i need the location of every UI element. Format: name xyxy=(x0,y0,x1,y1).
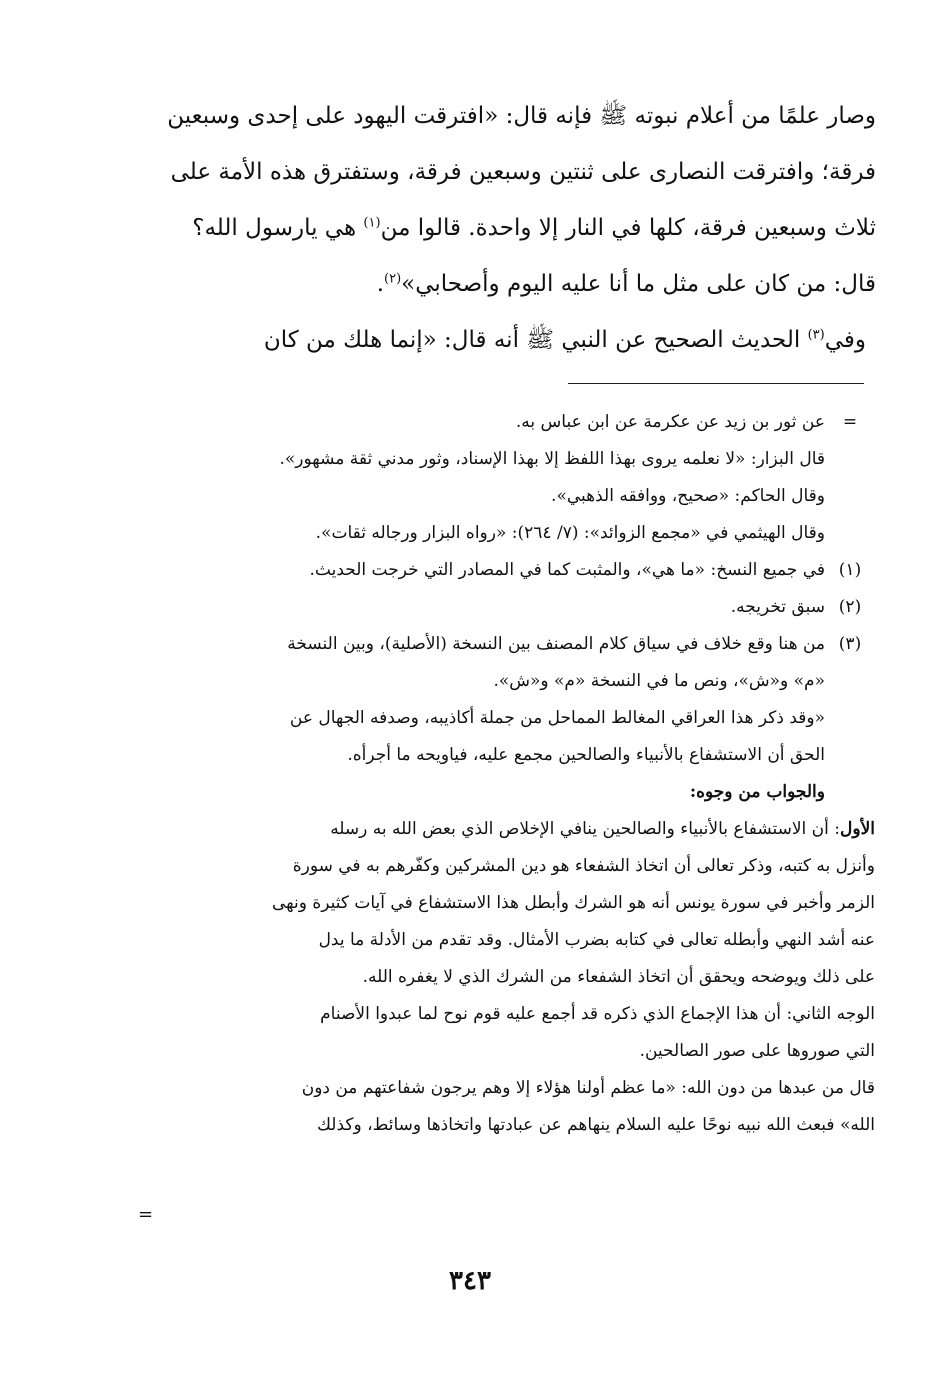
footnote-divider xyxy=(568,383,864,384)
footnote-line: «م» و«ش»، ونص ما في النسخة «م» و«ش». xyxy=(493,671,825,691)
main-line: ثلاث وسبعين فرقة، كلها في النار إلا واحدة. قالوا من xyxy=(380,215,876,241)
first-label: الأول xyxy=(840,819,875,839)
main-text xyxy=(160,88,876,368)
continuation-marker: = xyxy=(842,412,858,432)
footnote-line: وأنزل به كتبه، وذكر تعالى أن اتخاذ الشفعاء هو دين المشركين وكفّرهم به في سورة xyxy=(292,856,875,876)
footnote-line: وقال الحاكم: «صحيح، ووافقه الذهبي». xyxy=(551,486,825,506)
footnote-marker: (٢) xyxy=(838,597,862,617)
footnote-line: الله» فبعث الله نبيه نوحًا عليه السلام ينهاهم عن عبادتها واتخاذها وسائط، وكذلك xyxy=(316,1115,875,1135)
main-line: فرقة؛ وافترقت النصارى على ثنتين وسبعين فرقة، وستفترق هذه الأمة على xyxy=(170,159,876,185)
main-paragraph-1 xyxy=(160,88,876,312)
footnote-line: : أن الاستشفاع بالأنبياء والصالحين ينافي الإخلاص الذي بعض الله به رسله xyxy=(330,819,841,839)
main-line: الحديث الصحيح عن النبي ﷺ أنه قال: «إنما هلك من كان xyxy=(263,327,808,353)
footnote-line: على ذلك ويوضحه ويحقق أن اتخاذ الشفعاء من الشرك الذي لا يغفره الله. xyxy=(362,967,875,987)
footnote-line: عن ثور بن زيد عن عكرمة عن ابن عباس به. xyxy=(515,412,825,432)
footnotes xyxy=(160,404,875,1144)
main-line: وفي xyxy=(824,327,866,353)
main-line: هي يارسول الله؟ xyxy=(192,215,364,241)
answer-heading: والجواب من وجوه: xyxy=(689,782,825,802)
footnote-text xyxy=(160,626,825,700)
main-line: قال: من كان على مثل ما أنا عليه اليوم وأصحابي» xyxy=(401,271,876,297)
page-number: ٣٤٣ xyxy=(449,1266,491,1296)
footnote-1 xyxy=(160,552,875,589)
footnote-continued xyxy=(160,404,875,552)
footnote-line: عنه أشد النهي وأبطله تعالى في كتابه بضرب الأمثال. وقد تقدم من الأدلة ما يدل xyxy=(318,930,875,950)
footnote-3 xyxy=(160,626,875,700)
footnote-line: من هنا وقع خلاف في سياق كلام المصنف بين النسخة (الأصلية)، وبين النسخة xyxy=(287,634,825,654)
footnote-text: سبق تخريجه. xyxy=(730,597,825,617)
main-line-end: . xyxy=(376,271,384,297)
continues-marker: = xyxy=(138,1204,154,1225)
main-line: وصار علمًا من أعلام نبوته ﷺ فإنه قال: «افترقت اليهود على إحدى وسبعين xyxy=(167,103,876,129)
footnote-3-quote xyxy=(160,700,875,811)
footnote-ref-1: (١) xyxy=(363,215,381,231)
footnote-line: الوجه الثاني: أن هذا الإجماع الذي ذكره قد أجمع عليه قوم نوح لما عبدوا الأصنام xyxy=(320,1004,875,1024)
footnote-line: قال من عبدها من دون الله: «ما عظم أولنا هؤلاء إلا وهم يرجون شفاعتهم من دون xyxy=(301,1078,875,1098)
footnote-line: الحق أن الاستشفاع بالأنبياء والصالحين مجمع عليه، فياويحه ما أجرأه. xyxy=(347,745,825,765)
footnote-marker: (٣) xyxy=(838,634,862,654)
footnote-line: وقال الهيثمي في «مجمع الزوائد»: (٧/ ٢٦٤): «رواه البزار ورجاله ثقات». xyxy=(315,523,825,543)
footnote-text xyxy=(160,404,825,552)
footnote-text: في جميع النسخ: «ما هي»، والمثبت كما في المصادر التي خرجت الحديث. xyxy=(309,560,825,580)
footnote-2 xyxy=(160,589,875,626)
footnote-3-body xyxy=(160,811,875,1144)
footnote-line: قال البزار: «لا نعلمه يروى بهذا اللفظ إلا بهذا الإسناد، وثور مدني ثقة مشهور». xyxy=(279,449,825,469)
footnote-ref-3: (٣) xyxy=(807,327,825,343)
main-paragraph-2 xyxy=(160,312,876,368)
footnote-line: «وقد ذكر هذا العراقي المغالط المماحل من جملة أكاذيبه، وصدفه الجهال عن xyxy=(289,708,825,728)
footnote-line: التي صوروها على صور الصالحين. xyxy=(639,1041,875,1061)
footnote-ref-2: (٢) xyxy=(384,271,402,287)
footnote-line: الزمر وأخبر في سورة يونس أنه هو الشرك وأبطل هذا الاستشفاع في آيات كثيرة ونهى xyxy=(271,893,875,913)
footnote-marker: (١) xyxy=(838,560,862,580)
